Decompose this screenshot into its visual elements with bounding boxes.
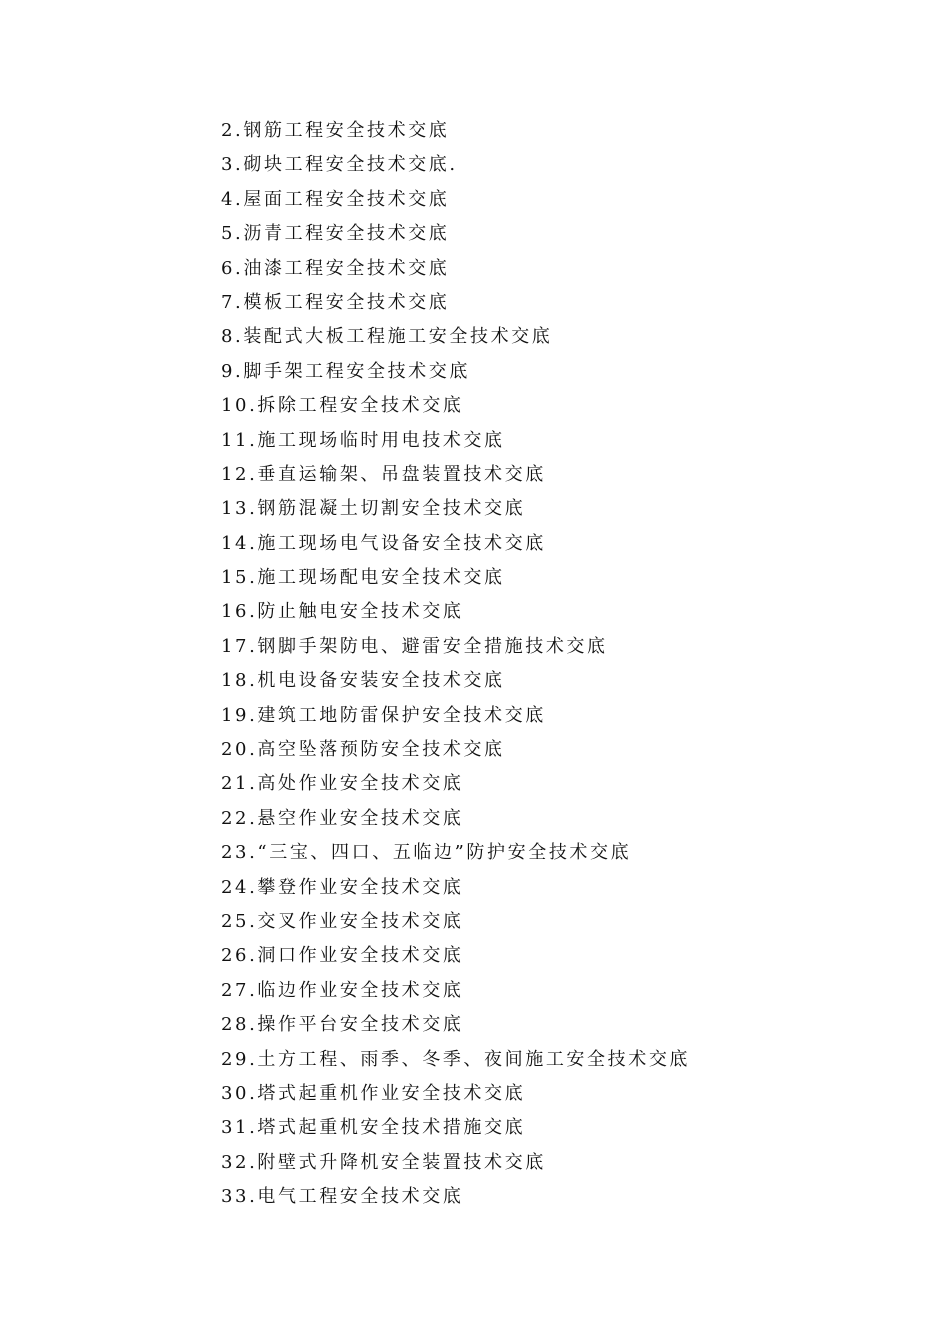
- list-item: 10.拆除工程安全技术交底: [221, 395, 464, 417]
- list-item: 14.施工现场电气设备安全技术交底: [221, 532, 546, 554]
- list-item: 6.油漆工程安全技术交底: [221, 257, 450, 279]
- list-item: 2.钢筋工程安全技术交底: [221, 120, 450, 141]
- list-item: 23.“三宝、四口、五临边”防护安全技术交底: [221, 842, 632, 864]
- list-item: 27.临边作业安全技术交底: [221, 979, 464, 1001]
- list-item: 22.悬空作业安全技术交底: [221, 807, 464, 829]
- list-item: 9.脚手架工程安全技术交底: [221, 360, 470, 382]
- list-item: 28.操作平台安全技术交底: [221, 1014, 464, 1036]
- list-item: 24.攀登作业安全技术交底: [221, 876, 464, 898]
- list-item: 18.机电设备安装安全技术交底: [221, 670, 505, 692]
- list-item: 32.附壁式升降机安全装置技术交底: [221, 1151, 546, 1173]
- list-item: 4.屋面工程安全技术交底: [221, 188, 450, 210]
- list-item: 8.装配式大板工程施工安全技术交底: [221, 326, 553, 348]
- list-item: 16.防止触电安全技术交底: [221, 601, 464, 623]
- list-item: 25.交叉作业安全技术交底: [221, 910, 464, 932]
- list-item: 21.高处作业安全技术交底: [221, 773, 464, 795]
- list-item: 12.垂直运输架、吊盘装置技术交底: [221, 463, 546, 485]
- list-item: 7.模板工程安全技术交底: [221, 291, 450, 313]
- list-item: 19.建筑工地防雷保护安全技术交底: [221, 704, 546, 726]
- list-item: 15.施工现场配电安全技术交底: [221, 567, 505, 589]
- list-item: 5.沥青工程安全技术交底: [221, 223, 450, 245]
- list-item: 3.砌块工程安全技术交底.: [221, 154, 458, 176]
- list-item: 17.钢脚手架防电、避雷安全措施技术交底: [221, 635, 608, 657]
- toc-list: [221, 114, 690, 1215]
- list-item: 33.电气工程安全技术交底: [221, 1186, 464, 1208]
- list-item: 30.塔式起重机作业安全技术交底: [221, 1082, 526, 1104]
- list-item: 26.洞口作业安全技术交底: [221, 945, 464, 967]
- list-item: 11.施工现场临时用电技术交底: [221, 429, 505, 451]
- list-item: 13.钢筋混凝土切割安全技术交底: [221, 498, 526, 520]
- list-item: 31.塔式起重机安全技术措施交底: [221, 1117, 526, 1139]
- list-item: 29.土方工程、雨季、冬季、夜间施工安全技术交底: [221, 1048, 691, 1070]
- list-item: 20.高空坠落预防安全技术交底: [221, 739, 505, 761]
